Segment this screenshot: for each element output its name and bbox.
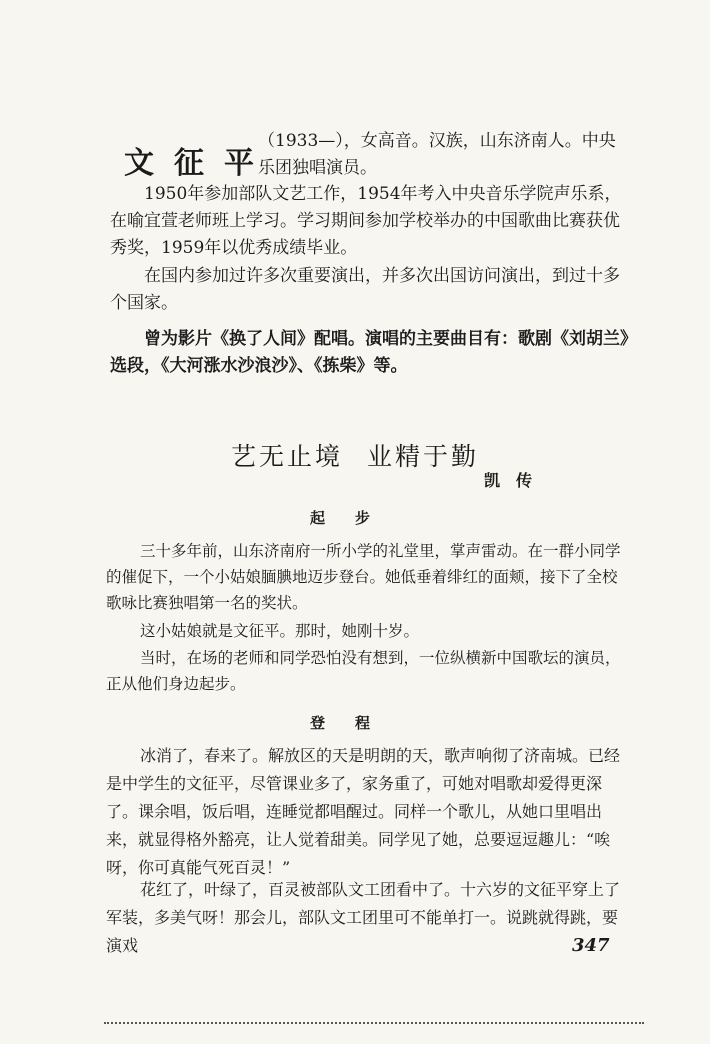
entry-paragraph: 曾为影片《换了人间》配唱。演唱的主要曲目有：歌剧《刘胡兰》选段，《大河涨水沙浪沙》、《拣柴》等。 [110,329,629,376]
article-title-part: 业精于勤 [367,441,480,471]
page-number: 347 [572,935,610,956]
body-paragraph: 冰消了，春来了。解放区的天是明朗的天，歌声响彻了济南城。已经是中学生的文征平，尽管课业多了，家务重了，可她对唱歌却爱得更深了。课余唱，饭后唱，连睡觉都唱醒过。同样一个歌儿，从她口里唱出来，就显得格外豁亮，让人觉着甜美。同学见了她，总要逗逗趣儿：“唉呀，你可真能气死百灵！” [106,746,621,877]
body-paragraph: 当时，在场的老师和同学恐怕没有想到，一位纵横新中国歌坛的演员，正从他们身边起步。 [106,649,621,693]
entry-paragraph: 1950年参加部队文艺工作，1954年考入中央音乐学院声乐系，在喻宜萱老师班上学习。学习期间参加学校举办的中国歌曲比赛获优秀奖，1959年以优秀成绩毕业。 [110,184,622,258]
entry-paragraph: 在国内参加过许多次重要演出，并多次出国访问演出，到过十多个国家。 [110,266,620,313]
body-paragraph: 花红了，叶绿了，百灵被部队文工团看中了。十六岁的文征平穿上了军装，多美气呀！那会儿，部队文工团里可不能单打一。说跳就得跳，要演戏 [106,880,621,955]
section-heading: 登程 [309,714,400,732]
article-author: 凯传 [484,471,549,490]
entry-intro: （1933—），女高音。汉族，山东济南人。中央乐团独唱演员。 [258,131,616,178]
article-title [0,437,710,473]
section-heading: 起步 [309,509,400,527]
bottom-rule [104,1022,644,1024]
article-title-part: 艺无止境 [230,441,343,471]
body-paragraph: 三十多年前，山东济南府一所小学的礼堂里，掌声雷动。在一群小同学的催促下，一个小姑娘腼腆地迈步登台。她低垂着绯红的面颊，接下了全校歌咏比赛独唱第一名的奖状。 [106,542,621,612]
entry-name: 文征平 [124,146,274,181]
body-paragraph: 这小姑娘就是文征平。那时，她刚十岁。 [140,622,420,640]
